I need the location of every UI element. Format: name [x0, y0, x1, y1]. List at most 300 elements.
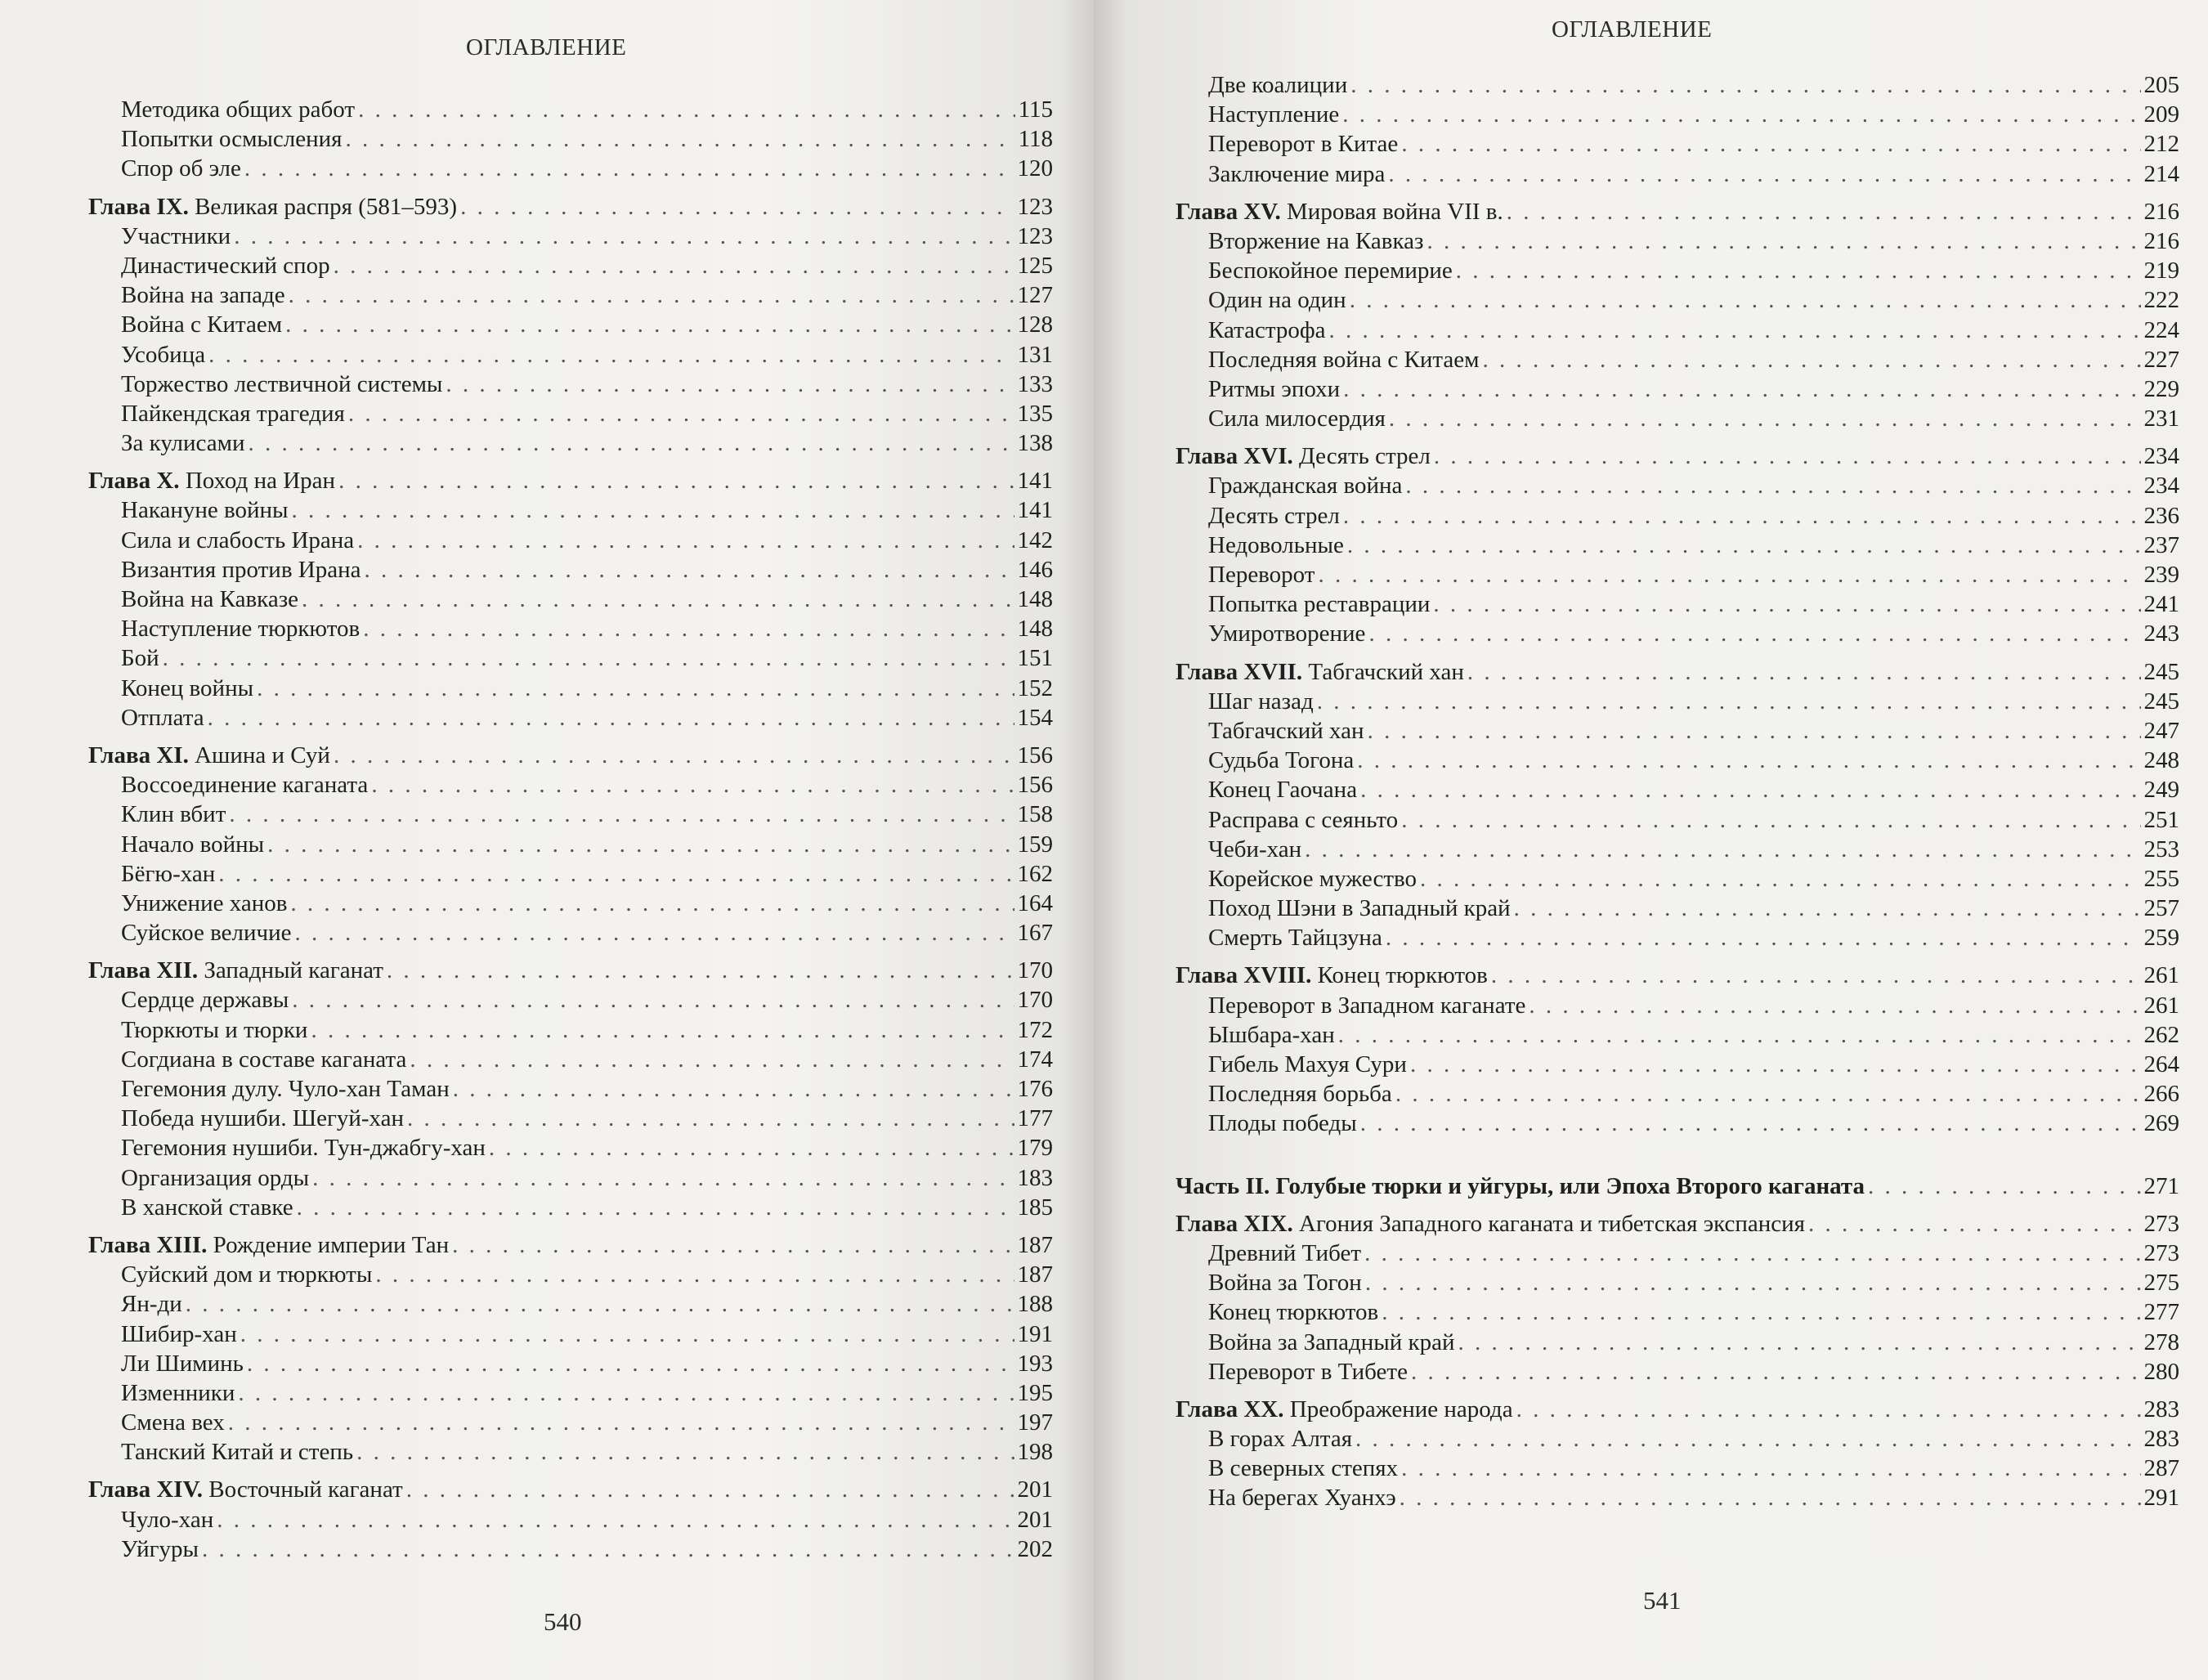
toc-entry: [1176, 687, 2179, 716]
entry-title: Конец Гаочана: [1208, 777, 1358, 804]
toc-entry: [88, 428, 1053, 458]
toc-entry: [88, 800, 1053, 829]
toc-entry: [1176, 923, 2179, 952]
entry-page-number: 146: [1017, 556, 1053, 583]
toc-entry: [1176, 589, 2179, 619]
dot-leader: [240, 1319, 1014, 1349]
entry-title: Начало войны: [121, 831, 265, 858]
toc-entry: [88, 1319, 1053, 1349]
entry-title: Шаг назад: [1208, 688, 1314, 715]
entry-title: [1176, 441, 1431, 471]
chapter-title: Западный каганат: [204, 957, 383, 984]
entry-page-number: 269: [2143, 1110, 2179, 1137]
toc-entry: [1176, 1172, 2179, 1201]
dot-leader: [1368, 619, 2140, 648]
toc-entry: [1176, 560, 2179, 589]
entry-page-number: 156: [1017, 741, 1053, 768]
entry-title: Ышбара-хан: [1208, 1021, 1335, 1048]
entry-title: Недовольные: [1208, 531, 1344, 558]
chapter-label: Глава XX.: [1176, 1396, 1284, 1422]
dot-leader: [1401, 1454, 2140, 1483]
chapter-label: Глава XII.: [88, 957, 199, 984]
entry-page-number: 120: [1017, 155, 1053, 182]
dot-leader: [1529, 991, 2140, 1020]
entry-title: [1176, 1209, 1805, 1239]
dot-leader: [334, 741, 1014, 770]
toc-entry: [1176, 1328, 2179, 1357]
entry-page-number: 159: [1017, 831, 1053, 858]
entry-page-number: 283: [2143, 1426, 2179, 1453]
dot-leader: [229, 800, 1014, 829]
toc-entry: [1176, 1357, 2179, 1387]
table-of-contents: [88, 95, 1053, 1564]
entry-title: [88, 1475, 403, 1504]
entry-page-number: 277: [2143, 1299, 2179, 1326]
entry-title: Последняя борьба: [1208, 1081, 1392, 1108]
dot-leader: [1355, 1424, 2140, 1454]
entry-page-number: 237: [2143, 531, 2179, 558]
toc-entry: [1176, 1424, 2179, 1454]
entry-title: Война за Тогон: [1208, 1270, 1362, 1297]
toc-entry: [88, 95, 1053, 124]
entry-page-number: 224: [2143, 316, 2179, 343]
toc-entry: [88, 1289, 1053, 1319]
toc-entry: [1176, 226, 2179, 256]
entry-page-number: 249: [2143, 777, 2179, 804]
entry-title: Переворот в Тибете: [1208, 1358, 1408, 1385]
toc-entry: [1176, 70, 2179, 100]
toc-entry: [1176, 805, 2179, 835]
toc-entry: [88, 741, 1053, 770]
entry-page-number: 162: [1017, 860, 1053, 887]
entry-title: [88, 741, 330, 770]
entry-title: В горах Алтая: [1208, 1426, 1353, 1453]
entry-page-number: 231: [2143, 405, 2179, 432]
chapter-title: Ашина и Суй: [195, 741, 330, 768]
toc-entry: [1176, 864, 2179, 894]
dot-leader: [375, 1260, 1014, 1289]
toc-entry: [1176, 501, 2179, 531]
entry-title: Согдиана в составе каганата: [121, 1046, 407, 1073]
dot-leader: [1420, 864, 2140, 894]
toc-entry: [1176, 1050, 2179, 1079]
entry-page-number: 234: [2143, 443, 2179, 470]
entry-title: Сила и слабость Ирана: [121, 526, 355, 553]
dot-leader: [1433, 589, 2140, 619]
dot-leader: [1360, 1109, 2141, 1138]
dot-leader: [267, 830, 1014, 859]
dot-leader: [302, 585, 1014, 614]
dot-leader: [407, 1104, 1014, 1133]
entry-title: [1176, 657, 1464, 687]
entry-title: Спор об эле: [121, 155, 241, 182]
entry-title: Суйский дом и тюркюты: [121, 1261, 373, 1288]
chapter-label: Глава X.: [88, 468, 180, 495]
entry-title: Древний Тибет: [1208, 1239, 1362, 1266]
toc-entry: [88, 1505, 1053, 1534]
entry-title: Умиротворение: [1208, 620, 1366, 647]
dot-leader: [289, 280, 1014, 310]
dot-leader: [202, 1534, 1014, 1564]
dot-leader: [228, 1408, 1014, 1437]
entry-page-number: 128: [1017, 311, 1053, 338]
dot-leader: [1516, 1395, 2141, 1424]
toc-entry: [1176, 1020, 2179, 1050]
entry-page-number: 261: [2143, 962, 2179, 989]
toc-entry: [88, 614, 1053, 643]
page-number: 541: [1643, 1586, 1682, 1615]
entry-title: Отплата: [121, 704, 204, 731]
entry-page-number: 195: [1017, 1379, 1053, 1406]
toc-entry: [1176, 345, 2179, 374]
entry-title: Ритмы эпохи: [1208, 375, 1341, 402]
toc-entry: [1176, 471, 2179, 500]
toc-entry: [1176, 1079, 2179, 1109]
toc-entry: [88, 1378, 1053, 1408]
dot-leader: [1388, 159, 2140, 189]
entry-title: Переворот в Западном каганате: [1208, 992, 1526, 1019]
toc-entry: [1176, 100, 2179, 129]
entry-page-number: 123: [1017, 193, 1053, 220]
dot-leader: [489, 1133, 1014, 1163]
toc-entry: [88, 918, 1053, 948]
toc-entry: [88, 1534, 1053, 1564]
dot-leader: [186, 1289, 1014, 1319]
chapter-title: Восточный каганат: [208, 1476, 403, 1503]
entry-page-number: 251: [2143, 806, 2179, 833]
chapter-title: Мировая война VII в.: [1287, 198, 1503, 225]
entry-title: Наступление: [1208, 101, 1340, 128]
entry-page-number: 197: [1017, 1409, 1053, 1436]
entry-title: Сердце державы: [121, 987, 289, 1014]
toc-entry: [88, 1193, 1053, 1222]
entry-title: Методика общих работ: [121, 96, 356, 123]
toc-entry: [88, 643, 1053, 673]
toc-entry: [1176, 441, 2179, 471]
entry-page-number: 261: [2143, 992, 2179, 1019]
toc-entry: [1176, 716, 2179, 746]
dot-leader: [346, 124, 1015, 154]
toc-entry: [1176, 619, 2179, 648]
entry-page-number: 176: [1017, 1076, 1053, 1102]
toc-entry: [88, 1045, 1053, 1074]
entry-page-number: 183: [1017, 1164, 1053, 1191]
entry-title: Война с Китаем: [121, 311, 283, 338]
toc-entry: [1176, 1209, 2179, 1239]
dot-leader: [364, 555, 1014, 585]
dot-leader: [292, 495, 1014, 525]
entry-page-number: 158: [1017, 801, 1053, 828]
entry-title: [88, 192, 457, 222]
entry-page-number: 205: [2143, 72, 2179, 98]
toc-entry: [1176, 1454, 2179, 1483]
dot-leader: [1343, 374, 2140, 404]
dot-leader: [1482, 345, 2140, 374]
entry-page-number: 118: [1018, 126, 1053, 153]
toc-entry: [1176, 197, 2179, 226]
dot-leader: [453, 1074, 1014, 1104]
entry-page-number: 202: [1017, 1535, 1053, 1562]
toc-entry: [88, 154, 1053, 183]
entry-page-number: 138: [1017, 430, 1053, 457]
entry-title: Гегемония дулу. Чуло-хан Таман: [121, 1076, 450, 1102]
toc-entry: [88, 370, 1053, 399]
dot-leader: [163, 643, 1014, 673]
entry-title: Гегемония нушиби. Тун-джабгу-хан: [121, 1135, 486, 1162]
dot-leader: [1350, 285, 2141, 315]
dot-leader: [1405, 471, 2140, 500]
dot-leader: [208, 703, 1014, 732]
toc-entry: [88, 1349, 1053, 1378]
entry-page-number: 123: [1017, 222, 1053, 249]
entry-title: Один на один: [1208, 287, 1346, 314]
dot-leader: [1318, 560, 2140, 589]
toc-entry: [88, 1260, 1053, 1289]
entry-page-number: 193: [1017, 1350, 1053, 1377]
entry-title: Война за Западный край: [1208, 1328, 1455, 1355]
entry-page-number: 187: [1017, 1231, 1053, 1258]
chapter-label: Глава IX.: [88, 193, 189, 220]
toc-entry: [1176, 256, 2179, 285]
entry-title: На берегах Хуанхэ: [1208, 1485, 1396, 1512]
toc-entry: [88, 192, 1053, 222]
dot-leader: [1338, 1020, 2141, 1050]
entry-title: Переворот: [1208, 562, 1315, 588]
dot-leader: [1410, 1050, 2141, 1079]
dot-leader: [1467, 657, 2141, 687]
toc-entry: [88, 674, 1053, 703]
entry-title: Танский Китай и степь: [121, 1439, 354, 1466]
entry-title: Беспокойное перемирие: [1208, 258, 1453, 284]
dot-leader: [1368, 716, 2141, 746]
entry-page-number: 229: [2143, 375, 2179, 402]
toc-entry: [1176, 746, 2179, 775]
entry-page-number: 179: [1017, 1135, 1053, 1162]
chapter-label: Глава XVII.: [1176, 658, 1303, 685]
entry-title: В северных степях: [1208, 1455, 1399, 1482]
chapter-title: Агония Западного каганата и тибетская экспансия: [1299, 1210, 1806, 1237]
entry-page-number: 283: [2143, 1396, 2179, 1422]
dot-leader: [1491, 961, 2141, 990]
entry-title: За кулисами: [121, 430, 245, 457]
toc-entry: [88, 1133, 1053, 1163]
dot-leader: [244, 154, 1014, 183]
chapter-label: Глава XIII.: [88, 1231, 208, 1258]
entry-title: Плоды победы: [1208, 1110, 1357, 1137]
entry-title: Пайкендская трагедия: [121, 400, 345, 427]
chapter-title: Рождение империи Тан: [213, 1231, 450, 1258]
chapter-title: Конец тюркютов: [1317, 962, 1488, 989]
entry-page-number: 227: [2143, 346, 2179, 373]
entry-page-number: 141: [1017, 468, 1053, 495]
dot-leader: [371, 770, 1014, 800]
entry-page-number: 280: [2143, 1358, 2179, 1385]
dot-leader: [234, 222, 1014, 251]
entry-page-number: 264: [2143, 1051, 2179, 1077]
toc-entry: [88, 889, 1053, 918]
entry-title: Последняя война с Китаем: [1208, 346, 1480, 373]
entry-page-number: 239: [2143, 562, 2179, 588]
entry-page-number: 127: [1017, 282, 1053, 309]
entry-page-number: 198: [1017, 1439, 1053, 1466]
entry-page-number: 187: [1017, 1261, 1053, 1288]
entry-title: Тюркюты и тюрки: [121, 1016, 308, 1043]
dot-leader: [1507, 197, 2141, 226]
entry-page-number: 170: [1017, 957, 1053, 984]
toc-entry: [1176, 1109, 2179, 1138]
entry-page-number: 151: [1017, 645, 1053, 672]
dot-leader: [312, 1163, 1014, 1193]
entry-title: Унижение ханов: [121, 889, 288, 916]
chapter-label: Глава XV.: [1176, 198, 1281, 225]
entry-title: Попытки осмысления: [121, 126, 343, 153]
dot-leader: [294, 918, 1014, 948]
entry-title: В ханской ставке: [121, 1194, 293, 1221]
entry-title: Византия против Ирана: [121, 556, 361, 583]
toc-entry: [1176, 991, 2179, 1020]
toc-entry: [1176, 316, 2179, 345]
running-header: ОГЛАВЛЕНИЕ: [466, 34, 627, 60]
entry-page-number: 131: [1017, 341, 1053, 368]
toc-entry: [1176, 159, 2179, 189]
dot-leader: [1357, 746, 2140, 775]
entry-page-number: 115: [1018, 96, 1053, 123]
entry-page-number: 271: [2143, 1172, 2179, 1199]
entry-page-number: 214: [2143, 160, 2179, 187]
entry-title: Шибир-хан: [121, 1320, 237, 1347]
dot-leader: [1456, 256, 2141, 285]
dot-leader: [410, 1045, 1014, 1074]
entry-title: Судьба Тогона: [1208, 747, 1355, 774]
toc-entry: [88, 124, 1053, 154]
entry-title: Чеби-хан: [1208, 836, 1302, 862]
chapter-title: Преображение народа: [1289, 1396, 1513, 1422]
toc-entry: [1176, 1483, 2179, 1512]
toc-entry: [88, 1408, 1053, 1437]
dot-leader: [406, 1475, 1014, 1504]
dot-leader: [1426, 226, 2140, 256]
dot-leader: [311, 1015, 1014, 1045]
toc-entry: [88, 466, 1053, 495]
toc-entry: [88, 1475, 1053, 1504]
dot-leader: [290, 889, 1014, 918]
entry-title: Ли Шиминь: [121, 1350, 244, 1377]
entry-title: Победа нушиби. Шегуй-хан: [121, 1105, 405, 1132]
toc-entry: [88, 526, 1053, 555]
chapter-title: Табгачский хан: [1308, 658, 1464, 685]
dot-leader: [1364, 1239, 2140, 1268]
dot-leader: [356, 1437, 1014, 1467]
toc-entry: [1176, 894, 2179, 923]
dot-leader: [1458, 1328, 2141, 1357]
entry-page-number: 133: [1017, 370, 1053, 397]
dot-leader: [257, 674, 1014, 703]
dot-leader: [297, 1193, 1014, 1222]
toc-entry: [88, 703, 1053, 732]
entry-title: Гибель Махуя Сури: [1208, 1051, 1407, 1077]
entry-title: Корейское мужество: [1208, 865, 1418, 892]
chapter-label: Глава XVI.: [1176, 443, 1293, 470]
entry-title: Бой: [121, 645, 159, 672]
dot-leader: [446, 370, 1014, 399]
dot-leader: [1347, 531, 2141, 560]
entry-title: Ян-ди: [121, 1291, 182, 1318]
entry-title: [1176, 197, 1503, 226]
dot-leader: [1868, 1172, 2140, 1201]
entry-title: Династический спор: [121, 252, 330, 279]
dot-leader: [452, 1230, 1014, 1260]
entry-page-number: 278: [2143, 1328, 2179, 1355]
entry-page-number: 243: [2143, 620, 2179, 647]
entry-title: [88, 956, 383, 985]
entry-page-number: 262: [2143, 1021, 2179, 1048]
entry-title: Вторжение на Кавказ: [1208, 227, 1424, 254]
toc-entry: [88, 1104, 1053, 1133]
dot-leader: [460, 192, 1014, 222]
dot-leader: [292, 985, 1014, 1015]
running-header: ОГЛАВЛЕНИЕ: [1552, 16, 1713, 43]
dot-leader: [208, 340, 1014, 370]
entry-page-number: 275: [2143, 1270, 2179, 1297]
entry-title: Участники: [121, 222, 231, 249]
entry-page-number: 172: [1017, 1016, 1053, 1043]
entry-page-number: 222: [2143, 287, 2179, 314]
toc-entry: [1176, 657, 2179, 687]
entry-page-number: 177: [1017, 1105, 1053, 1132]
entry-page-number: 191: [1017, 1320, 1053, 1347]
entry-page-number: 142: [1017, 526, 1053, 553]
entry-page-number: 188: [1017, 1291, 1053, 1318]
toc-entry: [88, 770, 1053, 800]
dot-leader: [334, 251, 1014, 280]
dot-leader: [358, 95, 1015, 124]
entry-title: Гражданская война: [1208, 473, 1403, 500]
toc-entry: [88, 859, 1053, 889]
toc-entry: [1176, 1268, 2179, 1297]
entry-title: Смена вех: [121, 1409, 225, 1436]
entry-page-number: 201: [1017, 1506, 1053, 1533]
entry-page-number: 255: [2143, 865, 2179, 892]
entry-page-number: 287: [2143, 1455, 2179, 1482]
entry-page-number: 241: [2143, 591, 2179, 618]
toc-entry: [1176, 285, 2179, 315]
entry-title: Уйгуры: [121, 1535, 199, 1562]
entry-title: Суйское величие: [121, 920, 292, 947]
entry-title: Усобица: [121, 341, 206, 368]
entry-title: Часть II. Голубые тюрки и уйгуры, или Эпоха Второго каганата: [1176, 1172, 1865, 1199]
entry-page-number: 135: [1017, 400, 1053, 427]
entry-page-number: 152: [1017, 674, 1053, 701]
toc-entry: [88, 956, 1053, 985]
dot-leader: [1360, 775, 2140, 804]
toc-entry: [1176, 1239, 2179, 1268]
dot-leader: [217, 1505, 1014, 1534]
entry-title: Попытка реставрации: [1208, 591, 1431, 618]
dot-leader: [1329, 316, 2141, 345]
entry-page-number: 174: [1017, 1046, 1053, 1073]
dot-leader: [1317, 687, 2141, 716]
entry-page-number: 216: [2143, 198, 2179, 225]
entry-title: Сила милосердия: [1208, 405, 1386, 432]
toc-entry: [1176, 1297, 2179, 1327]
dot-leader: [1382, 1297, 2140, 1327]
dot-leader: [1350, 70, 2140, 100]
entry-title: Клин вбит: [121, 801, 226, 828]
entry-title: [88, 1230, 449, 1260]
entry-page-number: 209: [2143, 101, 2179, 128]
entry-page-number: 148: [1017, 586, 1053, 612]
toc-entry: [88, 985, 1053, 1015]
